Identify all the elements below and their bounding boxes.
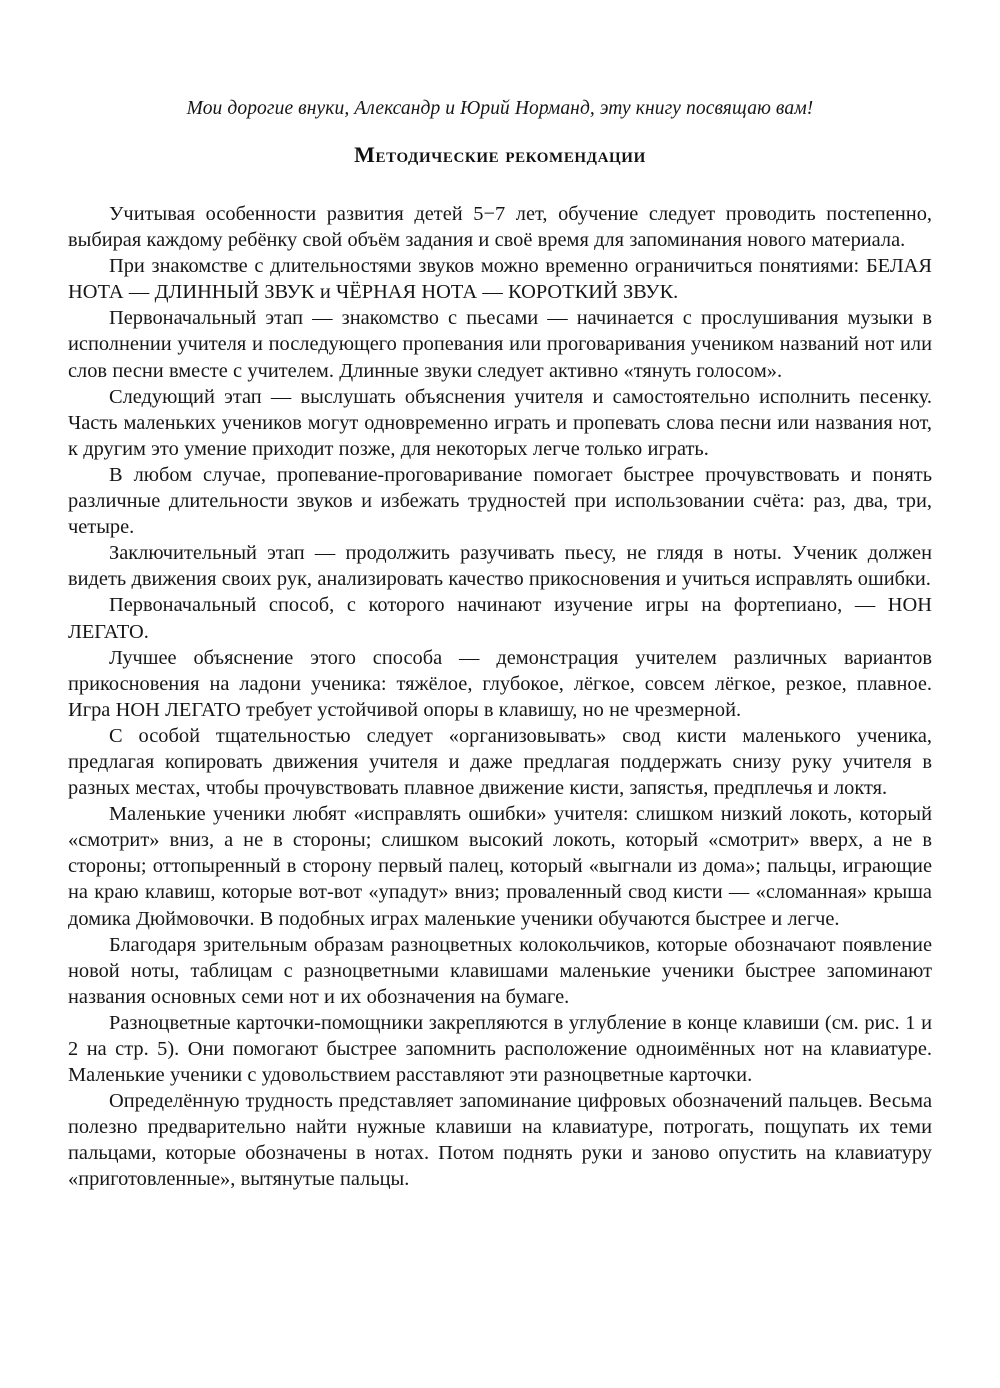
page-content <box>68 0 932 1193</box>
paragraph: Первоначальный способ, с которого начинают изучение игры на фортепиано, — НОН ЛЕГАТО. <box>68 594 932 643</box>
body-text <box>68 169 932 1193</box>
paragraph: Лучшее объяснение этого способа — демонстрация учителем различных вариантов прикосновения на ладони ученика: тяжёлое, глубокое, лёгкое, совсем лёгкое, резкое, плавное. Игра НОН ЛЕГАТО требует устойчивой опоры в клавишу, но не чрезмерной. <box>68 646 932 721</box>
dedication-line: Мои дорогие внуки, Александр и Юрий Норманд, эту книгу посвящаю вам! <box>186 98 814 119</box>
paragraph: С особой тщательностью следует «организовывать» свод кисти маленького ученика, предлагая копировать движения учителя и даже предлагая поддержать снизу руку учителя в разных местах, чтобы прочувствовать плавное движение кисти, запястья, предплечья и локтя. <box>68 724 932 800</box>
paragraph: Заключительный этап — продолжить разучивать пьесу, не глядя в ноты. Ученик должен видеть движения своих рук, анализировать качество прикосновения и учиться исправлять ошибки. <box>68 542 932 591</box>
paragraph: В любом случае, пропевание-проговаривание помогает быстрее прочувствовать и понять различные длительности звуков и избежать трудностей при использовании счёта: раз, два, три, четыре. <box>68 463 932 539</box>
paragraph: Разноцветные карточки-помощники закрепляются в углубление в конце клавиши (см. рис. 1 и 2 на стр. 5). Они помогают быстрее запомнить расположение одноимённых нот на клавиатуре. Маленькие ученики с удовольствием расставляют эти разноцветные карточки. <box>68 1011 932 1087</box>
paragraph: При знакомстве с длительностями звуков можно временно ограничиться понятиями: БЕЛАЯ НОТА — ДЛИННЫЙ ЗВУК и ЧЁРНАЯ НОТА — КОРОТКИЙ ЗВУК. <box>68 255 932 304</box>
paragraph: Учитывая особенности развития детей 5−7 лет, обучение следует проводить постепенно, выбирая каждому ребёнку свой объём задания и своё время для запоминания нового материала. <box>68 203 932 252</box>
paragraph: Благодаря зрительным образам разноцветных колокольчиков, которые обозначают появление новой ноты, таблицам с разноцветными клавишами маленькие ученики быстрее запоминают названия основных семи нот и их обозначения на бумаге. <box>68 933 932 1008</box>
paragraph: Определённую трудность представляет запоминание цифровых обозначений пальцев. Весьма полезно предварительно найти нужные клавиши на клавиатуре, потрогать, пощупать их теми пальцами, которые обозначены в нотах. Потом поднять руки и заново опустить на клавиатуру «приготовленные», вытянутые пальцы. <box>68 1090 932 1191</box>
paragraph: Маленькие ученики любят «исправлять ошибки» учителя: слишком низкий локоть, который «смотрит» вниз, а не в стороны; слишком высокий локоть, который «смотрит» вверх, а не в стороны; оттопыренный в сторону первый палец, который «выгнали из дома»; пальцы, играющие на краю клавиш, которые вот-вот «упадут» вниз; проваленный свод кисти — «сломанная» крыша домика Дюймовочки. В подобных играх маленькие ученики обучаются быстрее и легче. <box>68 803 932 930</box>
paragraph: Первоначальный этап — знакомство с пьесами — начинается с прослушивания музыки в исполнении учителя и последующего пропевания или проговаривания учеником названий нот или слов песни вместе с учителем. Длинные звуки следует активно «тянуть голосом». <box>68 307 932 382</box>
paragraph: Следующий этап — выслушать объяснения учителя и самостоятельно исполнить песенку. Часть маленьких учеников могут одновременно играть и пропевать слова песни или названия нот, к другим это умение приходит позже, для некоторых легче только играть. <box>68 385 932 460</box>
page-title: Методические рекомендации <box>354 142 646 167</box>
